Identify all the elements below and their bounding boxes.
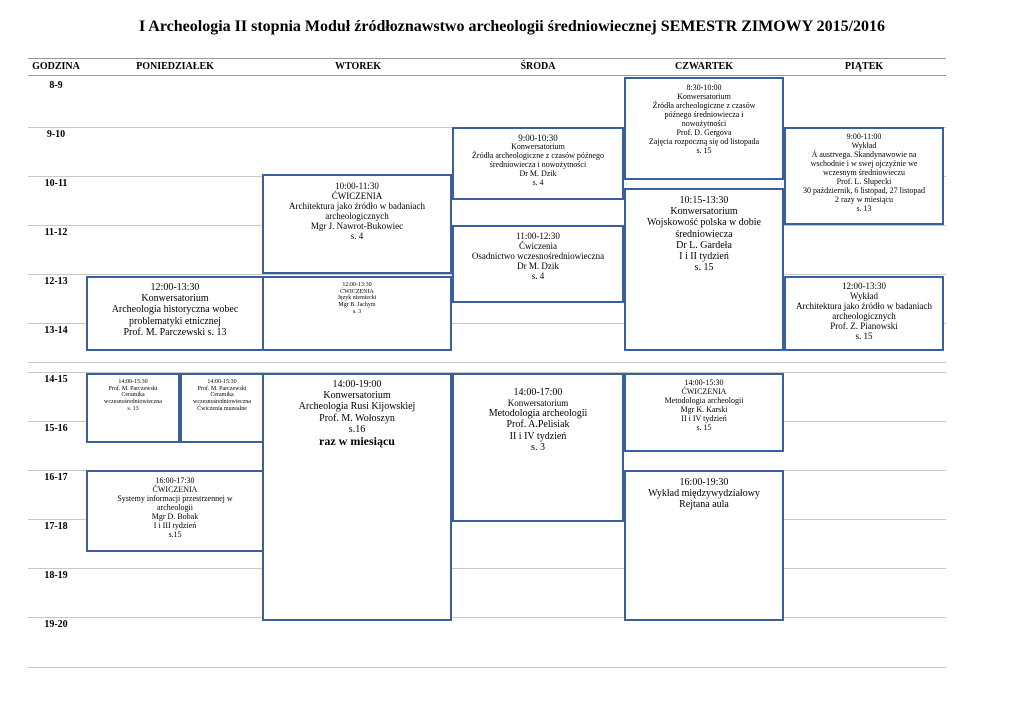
class-teacher: Prof. M. Parczewski: [197, 385, 247, 392]
class-wednesday-11[interactable]: [452, 225, 624, 303]
class-tuesday-10[interactable]: [262, 174, 452, 274]
class-thursday-8[interactable]: [624, 77, 784, 180]
class-subject: Wojskowość polska w dobie: [647, 217, 761, 229]
header-sroda: ŚRODA: [520, 61, 556, 72]
class-type: Wykład: [851, 140, 877, 150]
class-thursday-16[interactable]: [624, 470, 784, 621]
class-time: 14:00-15:30: [207, 379, 237, 385]
class-time: 10:00-11:30: [335, 181, 379, 191]
class-time: 11:00-12:30: [516, 231, 560, 241]
class-subject: średniowiecza: [675, 228, 733, 240]
class-subject: Archeologia historyczna wobec: [111, 304, 239, 316]
class-subject: Metodologia archeologii: [488, 408, 588, 420]
grid-line: [28, 362, 946, 363]
class-room: s. 4: [532, 177, 544, 187]
class-subject: Metodologia archeologii: [664, 395, 744, 405]
grid-line: [28, 568, 946, 569]
hour-label: 9-10: [46, 129, 66, 140]
hour-label: 8-9: [49, 80, 63, 91]
class-room: Rejtana aula: [679, 499, 729, 511]
class-time: 9:00-11:00: [846, 132, 882, 141]
class-teacher: Prof. L. Słupecki: [836, 176, 892, 186]
class-room: s.16: [348, 423, 366, 435]
class-subject: wschodnie i w swej ojczyźnie we: [810, 158, 918, 168]
hour-label: 14-15: [44, 374, 68, 385]
class-room: s. 3: [352, 308, 362, 315]
page-title: I Archeologia II stopnia Moduł źródłoznawstwo archeologii średniowiecznej SEMESTR ZIMOWY 2015/2016: [138, 18, 886, 35]
hour-label: 19-20: [44, 619, 68, 630]
class-subject: wczesnośredniowieczna: [193, 399, 251, 406]
class-teacher: Mgr D. Bobak: [151, 511, 199, 521]
class-teacher: Mgr B. Jachym: [338, 302, 376, 309]
hour-label: 18-19: [44, 570, 68, 581]
class-wednesday-14[interactable]: [452, 373, 624, 522]
class-time: 14:00-15:30: [118, 379, 148, 385]
hour-label: 12-13: [44, 276, 68, 287]
grid-line: [28, 58, 946, 59]
class-subject: Osadnictwo wczesnośredniowieczna: [471, 251, 605, 262]
class-subject: archeologicznych: [832, 311, 896, 322]
class-subject: Ceramika: [121, 392, 145, 399]
class-wednesday-9[interactable]: [452, 127, 624, 200]
class-subject: Język niemiecki: [337, 295, 377, 302]
class-time: 14:00-15:30: [684, 378, 724, 387]
class-subject: Architektura jako źródło w badaniach: [289, 201, 425, 212]
class-thursday-10[interactable]: [624, 188, 784, 351]
class-subject: Archeologia Rusi Kijowskiej: [298, 401, 416, 413]
hour-label: 16-17: [44, 472, 68, 483]
class-friday-12[interactable]: [784, 276, 944, 351]
class-weeks: II i IV tydzień: [509, 430, 567, 442]
class-type: Konwersatorium: [323, 390, 391, 402]
class-type: Ćwiczenia muzealne: [197, 405, 247, 412]
class-subject: średniowiecza i nowożytności: [489, 159, 587, 169]
class-teacher: Prof. Z. Pianowski: [830, 321, 898, 332]
class-time: 16:00-17:30: [155, 476, 195, 485]
class-room: s.15: [168, 529, 182, 539]
class-room: s. 15: [696, 422, 712, 432]
class-teacher: Prof. M. Parczewski s. 13: [123, 326, 227, 338]
class-monday-16[interactable]: [86, 470, 264, 552]
class-subject: Ceramika: [210, 392, 234, 399]
class-subject: archeologicznych: [325, 211, 389, 222]
class-subject: Architektura jako źródło w badaniach: [796, 301, 932, 312]
grid-line: [28, 667, 946, 668]
class-subject: archeologii: [157, 502, 193, 512]
class-tuesday-14[interactable]: [262, 373, 452, 621]
class-teacher: Prof. M. Wołoszyn: [319, 412, 395, 424]
class-note: Zajęcia rozpoczną się od listopada: [648, 136, 760, 146]
class-type: Konwersatorium: [141, 293, 209, 305]
class-frequency: 2 razy w miesiącu: [835, 194, 893, 204]
class-teacher: Dr M. Dzik: [517, 261, 559, 272]
class-subject: Źródła archeologiczne z czasów późnego: [472, 151, 604, 161]
class-time: 8:30-10:00: [686, 83, 722, 92]
grid-line: [28, 75, 946, 76]
class-type: ĆWICZENIA: [331, 191, 383, 202]
class-time: 9:00-10:30: [518, 133, 558, 143]
class-teacher: Prof. A.Pelisiak: [506, 419, 570, 431]
class-type: Ćwiczenia: [519, 241, 557, 252]
class-subject: Á austrvega. Skandynawowie na: [811, 149, 917, 159]
class-teacher: Dr L. Gardeła: [676, 239, 732, 251]
class-teacher: Mgr J. Nawrot-Bukowiec: [310, 221, 404, 232]
class-room: s. 3: [531, 441, 545, 453]
class-teacher: Prof. D. Gergova: [676, 127, 732, 137]
class-weeks: I i III tydzień: [153, 520, 197, 530]
header-czwartek: CZWARTEK: [675, 61, 733, 72]
class-room: s. 15: [855, 331, 873, 342]
header-godzina: GODZINA: [32, 61, 80, 72]
class-room: s. 4: [531, 271, 545, 282]
class-type: Konwersatorium: [507, 398, 569, 409]
hour-label: 10-11: [44, 178, 68, 189]
class-time: 12:00-13:30: [342, 282, 372, 288]
class-subject: Źródła archeologiczne z czasów: [652, 100, 756, 110]
class-time: 14:00-17:00: [513, 387, 563, 398]
hour-label: 11-12: [44, 227, 68, 238]
class-friday-9[interactable]: [784, 127, 944, 225]
header-piatek: PIĄTEK: [844, 61, 884, 72]
class-time: 14:00-19:00: [332, 379, 382, 390]
class-subject: wczesnośredniowieczna: [104, 399, 162, 406]
class-type: Konwersatorium: [670, 206, 738, 218]
class-room: s. 13: [856, 203, 872, 213]
class-dates: 30 październik, 6 listopad, 27 listopad: [803, 185, 925, 195]
class-time: 16:00-19:30: [679, 477, 729, 488]
class-room: s. 13: [127, 405, 139, 412]
class-monday-14b[interactable]: [180, 373, 264, 443]
class-type: ĆWICZENIA: [152, 484, 198, 494]
hour-label: 15-16: [44, 423, 68, 434]
class-monday-14a[interactable]: [86, 373, 180, 443]
grid-line: [28, 617, 946, 618]
class-subject: problematyki etnicznej: [129, 315, 221, 327]
class-teacher: Mgr K. Karski: [680, 404, 728, 414]
class-weeks: II i IV tydzień: [681, 413, 727, 423]
class-subject: późnego średniowiecza i: [664, 109, 744, 119]
class-room: s. 4: [350, 231, 364, 242]
class-frequency: raz w miesiącu: [319, 433, 395, 448]
class-time: 12:00-13:30: [842, 281, 886, 291]
class-subject: Wykład międzywydziałowy: [648, 488, 760, 500]
class-type: ĆWICZENIA: [681, 386, 727, 396]
class-subject: wczesnym średniowieczu: [823, 167, 905, 177]
class-time: 12:00-13:30: [150, 282, 200, 293]
header-poniedzialek: PONIEDZIAŁEK: [136, 61, 214, 72]
class-room: s. 15: [696, 145, 712, 155]
class-tuesday-12[interactable]: [262, 276, 452, 351]
class-room: s. 15: [694, 262, 714, 274]
class-time: 10:15-13:30: [679, 195, 729, 206]
class-thursday-14[interactable]: [624, 373, 784, 452]
class-weeks: I i II tydzień: [679, 250, 729, 262]
class-teacher: Prof. M. Parczewski: [108, 385, 158, 392]
class-type: ĆWICZENIA: [340, 288, 374, 295]
class-subject: Systemy informacji przestrzennej w: [117, 493, 233, 503]
hour-label: 13-14: [44, 325, 68, 336]
class-type: Konwersatorium: [511, 142, 565, 152]
hour-label: 17-18: [44, 521, 68, 532]
class-type: Konwersatorium: [677, 91, 731, 101]
class-type: Wykład: [850, 291, 878, 302]
class-teacher: Dr M. Dzik: [519, 168, 557, 178]
class-subject: nowożytności: [681, 118, 727, 128]
class-monday-12[interactable]: [86, 276, 264, 351]
header-wtorek: WTOREK: [335, 61, 381, 72]
